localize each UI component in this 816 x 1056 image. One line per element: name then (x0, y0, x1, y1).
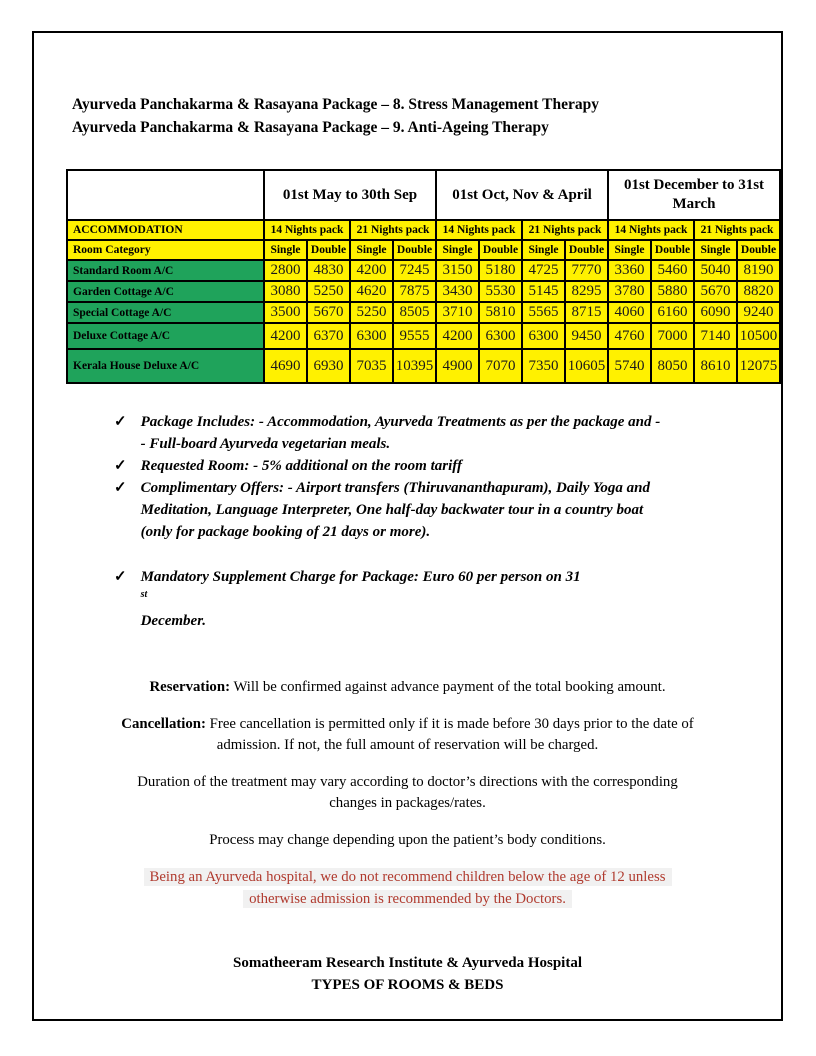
rate-cell: 6160 (651, 302, 694, 323)
rate-cell: 3430 (436, 281, 479, 302)
room-category-header-cell: Room Category (67, 240, 264, 260)
rate-cell: 10395 (393, 349, 436, 383)
room-category-cell (67, 349, 264, 383)
rate-cell: 4200 (350, 260, 393, 281)
pack-header-cell: 14 Nights pack (608, 220, 694, 240)
reservation-label: Reservation: (149, 679, 230, 695)
table-accommodation-row (67, 220, 780, 240)
room-category-cell: Deluxe Cottage A/C (67, 323, 264, 349)
bullet-requested-room (114, 455, 714, 477)
reservation-text: Will be confirmed against advance payment of the total booking amount. (233, 679, 666, 695)
mandatory-text-post: December. (140, 613, 206, 629)
rate-cell: 12075 (737, 349, 780, 383)
cancellation-line-2: admission. If not, the full amount of reservation will be charged. (216, 737, 599, 753)
rate-cell: 3150 (436, 260, 479, 281)
rate-cell: 8610 (694, 349, 737, 383)
pack-header-cell: 21 Nights pack (350, 220, 436, 240)
pack-header-cell: 21 Nights pack (694, 220, 780, 240)
bullet-line: Complimentary Offers: - Airport transfers (Thiruvananthapuram), Daily Yoga and (140, 480, 650, 496)
rate-cell: 10500 (737, 323, 780, 349)
duration-line-2: changes in packages/rates. (329, 795, 486, 811)
occupancy-header-cell: Single (694, 240, 737, 260)
rate-cell: 2800 (264, 260, 307, 281)
rate-cell: 3500 (264, 302, 307, 323)
page-title-line-1: Ayurveda Panchakarma & Rasayana Package – 8. Stress Management Therapy (72, 96, 599, 113)
table-season-header-row (67, 170, 780, 220)
cancellation-line-1 (74, 714, 741, 735)
occupancy-header-cell: Single (608, 240, 651, 260)
document-page (32, 31, 783, 1021)
table-corner-cell (67, 170, 264, 220)
occupancy-header-cell: Double (737, 240, 780, 260)
rate-cell: 7070 (479, 349, 522, 383)
room-category-label: Kerala House Deluxe A/C (73, 359, 200, 372)
rate-cell: 8820 (737, 281, 780, 302)
bullet-text (141, 477, 650, 543)
duration-line-1: Duration of the treatment may vary according to doctor’s directions with the corresponding (137, 774, 678, 790)
bullet-package-includes (114, 411, 714, 455)
rate-cell: 8715 (565, 302, 608, 323)
footer-heading (34, 952, 781, 996)
footer-line-1: Somatheeram Research Institute & Ayurveda Hospital (233, 955, 582, 971)
bullet-text (141, 411, 661, 455)
bullet-line: Requested Room: - 5% additional on the room tariff (140, 458, 462, 474)
rate-cell: 6930 (307, 349, 350, 383)
rate-cell: 3780 (608, 281, 651, 302)
occupancy-header-cell: Single (436, 240, 479, 260)
rate-cell: 4200 (436, 323, 479, 349)
rate-cell: 6300 (479, 323, 522, 349)
cancellation-label: Cancellation: (121, 716, 206, 732)
duration-note (34, 772, 781, 814)
rate-cell: 4690 (264, 349, 307, 383)
rate-cell: 5180 (479, 260, 522, 281)
rates-table (66, 169, 781, 384)
occupancy-header-cell: Single (350, 240, 393, 260)
rate-cell: 4830 (307, 260, 350, 281)
page-title-line-2: Ayurveda Panchakarma & Rasayana Package – 9. Anti-Ageing Therapy (72, 119, 549, 136)
rate-cell: 3080 (264, 281, 307, 302)
room-category-cell: Garden Cottage A/C (67, 281, 264, 302)
bullet-line: (only for package booking of 21 days or more). (140, 524, 431, 540)
warning-text: otherwise admission is recommended by the Doctors. (243, 890, 572, 908)
footer-line-2: TYPES OF ROOMS & BEDS (311, 977, 504, 993)
process-text: Process may change depending upon the patient’s body conditions. (209, 832, 606, 848)
rate-cell: 3360 (608, 260, 651, 281)
table-row-kerala-house-deluxe (67, 349, 780, 383)
season-header-may-sep: 01st May to 30th Sep (264, 170, 436, 220)
rate-cell: 5810 (479, 302, 522, 323)
occupancy-header-cell: Double (307, 240, 350, 260)
rate-cell: 7035 (350, 349, 393, 383)
table-row-standard-room (67, 260, 780, 281)
rate-cell: 7245 (393, 260, 436, 281)
occupancy-header-cell: Double (479, 240, 522, 260)
rate-cell: 3710 (436, 302, 479, 323)
rate-cell: 5250 (307, 281, 350, 302)
rate-cell: 4200 (264, 323, 307, 349)
warning-line-2 (74, 889, 741, 910)
rate-cell: 5565 (522, 302, 565, 323)
rate-cell: 7770 (565, 260, 608, 281)
checkmark-icon: ✓ (114, 414, 127, 430)
rate-cell: 8505 (393, 302, 436, 323)
warning-text: Being an Ayurveda hospital, we do not recommend children below the age of 12 unless (144, 868, 672, 886)
cancellation-text: Free cancellation is permitted only if it is made before 30 days prior to the date of (209, 716, 694, 732)
bullet-mandatory-supplement (114, 566, 714, 632)
occupancy-header-cell: Double (651, 240, 694, 260)
mandatory-text-pre: Mandatory Supplement Charge for Package: Euro 60 per person on 31 (140, 569, 581, 585)
bullet-complimentary-offers (114, 477, 714, 543)
rate-cell: 8295 (565, 281, 608, 302)
room-category-cell: Special Cottage A/C (67, 302, 264, 323)
rate-cell: 7875 (393, 281, 436, 302)
bullet-line: - Full-board Ayurveda vegetarian meals. (140, 436, 391, 452)
ordinal-superscript: st (140, 589, 148, 600)
rate-cell: 5670 (307, 302, 350, 323)
rate-cell: 5460 (651, 260, 694, 281)
rate-cell: 7140 (694, 323, 737, 349)
table-row-garden-cottage (67, 281, 780, 302)
rate-cell: 4060 (608, 302, 651, 323)
rate-cell: 9450 (565, 323, 608, 349)
rate-cell: 7000 (651, 323, 694, 349)
rate-cell: 5670 (694, 281, 737, 302)
checkmark-icon: ✓ (114, 480, 127, 496)
room-category-cell: Standard Room A/C (67, 260, 264, 281)
warning-line-1 (74, 867, 741, 888)
pack-header-cell: 14 Nights pack (264, 220, 350, 240)
rate-cell: 6300 (522, 323, 565, 349)
rate-cell: 4725 (522, 260, 565, 281)
rate-cell: 5145 (522, 281, 565, 302)
occupancy-header-cell: Double (393, 240, 436, 260)
bullet-line: Package Includes: - Accommodation, Ayurveda Treatments as per the package and - (140, 414, 661, 430)
pack-header-cell: 14 Nights pack (436, 220, 522, 240)
cancellation-note (34, 714, 781, 756)
page-title (72, 93, 781, 139)
checkmark-icon: ✓ (114, 458, 127, 474)
bullet-line: Meditation, Language Interpreter, One half-day backwater tour in a country boat (140, 502, 644, 518)
rate-cell: 5040 (694, 260, 737, 281)
table-row-special-cottage (67, 302, 780, 323)
bullet-text (141, 566, 581, 632)
children-warning-note (34, 867, 781, 910)
rate-cell: 7350 (522, 349, 565, 383)
occupancy-header-cell: Single (522, 240, 565, 260)
rate-cell: 6090 (694, 302, 737, 323)
rate-cell: 8190 (737, 260, 780, 281)
rate-cell: 5740 (608, 349, 651, 383)
rate-cell: 4900 (436, 349, 479, 383)
occupancy-header-cell: Single (264, 240, 307, 260)
process-note (34, 830, 781, 851)
rate-cell: 4620 (350, 281, 393, 302)
accommodation-header-cell: ACCOMMODATION (67, 220, 264, 240)
table-occupancy-row (67, 240, 780, 260)
rate-cell: 8050 (651, 349, 694, 383)
table-row-deluxe-cottage (67, 323, 780, 349)
rate-cell: 10605 (565, 349, 608, 383)
season-header-dec-march: 01st December to 31st March (608, 170, 780, 220)
rate-cell: 6300 (350, 323, 393, 349)
rate-cell: 9555 (393, 323, 436, 349)
rate-cell: 6370 (307, 323, 350, 349)
reservation-note (34, 677, 781, 698)
rate-cell: 5880 (651, 281, 694, 302)
rate-cell: 9240 (737, 302, 780, 323)
bullet-text (141, 455, 462, 477)
package-notes-list (114, 411, 714, 632)
rate-cell: 5250 (350, 302, 393, 323)
occupancy-header-cell: Double (565, 240, 608, 260)
rate-cell: 4760 (608, 323, 651, 349)
pack-header-cell: 21 Nights pack (522, 220, 608, 240)
rate-cell: 5530 (479, 281, 522, 302)
season-header-oct-nov-april: 01st Oct, Nov & April (436, 170, 608, 220)
bullet-line (141, 566, 581, 632)
checkmark-icon: ✓ (114, 569, 127, 585)
